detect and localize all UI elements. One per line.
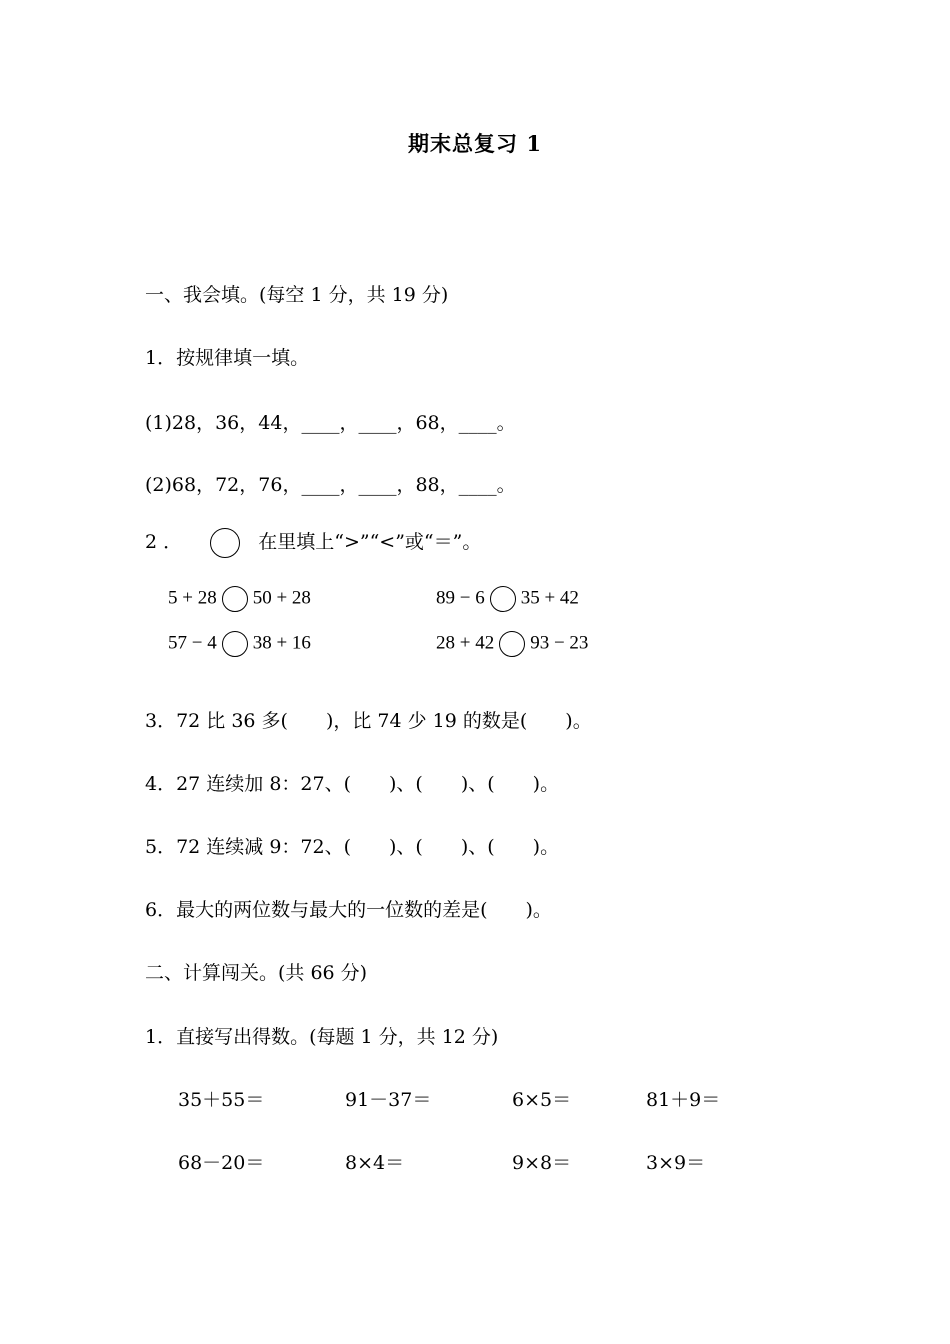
compare-circle[interactable] [490,586,516,612]
compare-left: 57 − 4 [168,632,217,654]
compare-circle[interactable] [499,631,525,657]
q6: 6．最大的两位数与最大的一位数的差是( )。 [145,899,552,921]
circle-symbol-icon [210,528,240,558]
section1-heading: 一、我会填。(每空 1 分，共 19 分) [145,284,449,306]
q5: 5．72 连续减 9：72、( )、( )、( )。 [145,836,560,858]
q2-stem [145,527,481,558]
compare-row [168,586,311,612]
compare-left: 28 + 42 [436,632,495,654]
calc-item: 35＋55＝ [178,1089,265,1111]
q2-number: 2 ． [145,531,183,553]
compare-right: 50 + 28 [252,587,311,609]
calc-item: 9×8＝ [512,1152,572,1174]
compare-row [436,631,588,657]
page-title: 期末总复习 1 [408,131,542,156]
q1-line2: (2)68，72，76，____，____，88，____。 [145,474,516,496]
calc-item: 68－20＝ [178,1152,265,1174]
compare-left: 89 − 6 [436,587,485,609]
q1-stem: 1．按规律填一填。 [145,347,310,369]
calc-item: 81＋9＝ [646,1089,721,1111]
compare-right: 93 − 23 [530,632,589,654]
calc-item: 8×4＝ [345,1152,405,1174]
compare-left: 5 + 28 [168,587,217,609]
compare-row [168,631,311,657]
calc-item: 3×9＝ [646,1152,706,1174]
q4: 4．27 连续加 8：27、( )、( )、( )。 [145,773,560,795]
section2-heading: 二、计算闯关。(共 66 分) [145,962,368,984]
q1-line1: (1)28，36，44，____，____，68，____。 [145,412,516,434]
compare-right: 35 + 42 [520,587,579,609]
s2-q1-stem: 1．直接写出得数。(每题 1 分，共 12 分) [145,1026,499,1048]
calc-item: 91－37＝ [345,1089,432,1111]
q3: 3．72 比 36 多( )，比 74 少 19 的数是( )。 [145,710,592,732]
compare-row [436,586,579,612]
calc-item: 6×5＝ [512,1089,572,1111]
compare-right: 38 + 16 [252,632,311,654]
compare-circle[interactable] [222,631,248,657]
q2-instruction: 在里填上“>”“<”或“＝”。 [258,531,482,553]
compare-circle[interactable] [222,586,248,612]
